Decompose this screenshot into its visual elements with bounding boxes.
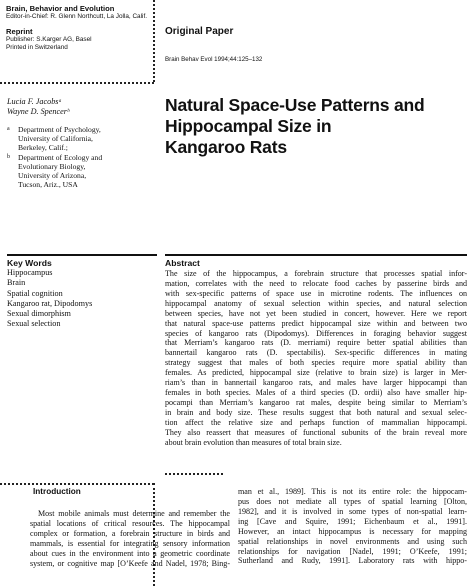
intro-line: spatial locations of critical resources. The hippocampal bbox=[30, 518, 230, 528]
abstract-line: females in both species. Males of a third species (D. ordii) also have smaller hip- bbox=[165, 388, 467, 398]
keyword-item: Sexual dimorphism bbox=[7, 309, 71, 319]
intro-line: However, an intact hippocampus is necessary for mapping bbox=[238, 526, 467, 536]
abstract-line: that Merriam’s kangaroo rats (D. merriami) require better spatial abilities than bbox=[165, 338, 467, 348]
intro-line: Most mobile animals must determine and remember the bbox=[38, 509, 230, 518]
keyword-item: Sexual selection bbox=[7, 319, 61, 329]
intro-line: complex or formation, a forebrain structure in birds and bbox=[30, 528, 230, 538]
affiliation-line: University of California, bbox=[18, 134, 93, 144]
abstract-line: hippocampal anatomy of sexual selection within species, and natural selection bbox=[165, 298, 467, 308]
keywords-heading: Key Words bbox=[7, 258, 52, 268]
intro-line: system, or cognitive map [O’Keefe and Nadel, 1978; Bing- bbox=[30, 558, 230, 568]
abstract-line: riam’s than in bannertail kangaroo rats, and males have larger hippocampi than bbox=[165, 378, 467, 388]
intro-line: pus does not mediate all types of spatial learning [Olton, bbox=[238, 496, 467, 506]
affiliation-line: Tucson, Ariz., USA bbox=[18, 180, 78, 190]
abstract-line: females. As predicted, hippocampal size (relative to brain size) is larger in Mer- bbox=[165, 368, 467, 378]
intro-heading: Introduction bbox=[33, 487, 81, 496]
paper-type: Original Paper bbox=[165, 26, 234, 37]
abstract-line: They also reassert that measures of functional subunits of the brain reveal more bbox=[165, 427, 467, 437]
intro-line: 1982], and it is involved in some types of non-spatial learn- bbox=[238, 506, 467, 516]
abstract-line: in brain and body size. These results suggest that both natural and sexual selec- bbox=[165, 407, 467, 417]
abstract-line: mation, correlates with the need to relocate food caches by passerine birds and bbox=[165, 278, 467, 288]
separator-dotted-abstract-end bbox=[165, 473, 223, 475]
title-line: Natural Space-Use Patterns and bbox=[165, 95, 425, 115]
intro-line: spatial relationships in novel environments and using such bbox=[238, 536, 467, 546]
keyword-item: Brain bbox=[7, 278, 26, 288]
intro-line: man et al., 1989]. This is not its entire role: the hippocam- bbox=[238, 487, 467, 496]
title-line: Hippocampal Size in bbox=[165, 116, 332, 136]
abstract-line: tion affect the relative size and perhaps function of mammalian hippocampi. bbox=[165, 417, 467, 427]
author-name: Wayne D. Spencerᵇ bbox=[7, 107, 70, 116]
journal-editor: Editor-in-Chief: R. Glenn Northcutt, La Jolla, Calif. bbox=[6, 13, 148, 20]
intro-line: ing [Cave and Squire, 1991; Eichenbaum et al., 1991]. bbox=[238, 516, 467, 526]
abstract-line: The size of the hippocampus, a forebrain structure that processes spatial infor- bbox=[165, 269, 467, 278]
intro-line: mammals, is essential for integrating sensory information bbox=[30, 538, 230, 548]
abstract-line: bannertail kangaroo rats (D. spectabilis). Sex-specific differences in mating bbox=[165, 348, 467, 358]
keywords-rule bbox=[7, 254, 157, 256]
abstract-heading: Abstract bbox=[165, 258, 200, 268]
reprint-label: Reprint bbox=[6, 27, 33, 37]
intro-right-column bbox=[238, 487, 467, 566]
abstract-body bbox=[165, 269, 467, 448]
journal-header bbox=[6, 4, 156, 53]
keywords-list bbox=[7, 268, 92, 330]
citation: Brain Behav Evol 1994;44:125–132 bbox=[165, 56, 263, 63]
affiliation-line: Evolutionary Biology, bbox=[18, 161, 86, 171]
abstract-line: that natural space-use patterns predict hippocampal size within and between two bbox=[165, 318, 467, 328]
affiliation-line: Department of Ecology and bbox=[18, 152, 103, 162]
affiliation-marker: b bbox=[7, 153, 10, 160]
abstract-line: strategy suggest that males of both species require more spatial ability than bbox=[165, 358, 467, 368]
affiliation-line: Department of Psychology, bbox=[18, 125, 101, 134]
intro-left-column bbox=[30, 509, 230, 569]
affiliations bbox=[7, 125, 157, 189]
separator-dotted-intro bbox=[0, 483, 154, 485]
abstract-line: species of kangaroo rats (Dipodomys). Differences in foraging behavior suggest bbox=[165, 328, 467, 338]
affiliation-marker: a bbox=[7, 126, 10, 132]
title-line: Kangaroo Rats bbox=[165, 137, 287, 157]
intro-line: relationships for navigation [Nadel, 1991; O’Keefe, 1991; bbox=[238, 546, 467, 556]
paper-title bbox=[165, 95, 465, 158]
abstract-rule bbox=[165, 254, 467, 256]
keyword-item: Hippocampus bbox=[7, 268, 53, 277]
abstract-line: between species, have not yet been studied in concert, however. Here we report bbox=[165, 308, 467, 318]
publisher-line: Publisher: S.Karger AG, Basel bbox=[6, 36, 92, 44]
intro-line: about cues in the environment into a geometric coordinate bbox=[30, 548, 230, 558]
abstract-line: pocampi than Merriam’s kangaroo rat males, despite being similar to Merriam’s bbox=[165, 397, 467, 407]
keyword-item: Kangaroo rat, Dipodomys bbox=[7, 298, 93, 308]
abstract-line: with sex-specific patterns of space use in microtine rodents. The influences on bbox=[165, 288, 467, 298]
intro-line: Sutherland and Rudy, 1991]. Laboratory rats with hippo- bbox=[238, 556, 467, 566]
abstract-line: about brain evolution than measures of total brain size. bbox=[165, 437, 342, 447]
affiliation bbox=[7, 153, 157, 190]
affiliation-line: University of Arizona, bbox=[18, 171, 87, 181]
separator-dotted-top bbox=[0, 82, 154, 84]
printed-line: Printed in Switzerland bbox=[6, 44, 68, 52]
keyword-item: Spatial cognition bbox=[7, 288, 63, 298]
affiliation bbox=[7, 125, 157, 153]
journal-title: Brain, Behavior and Evolution bbox=[6, 4, 115, 13]
affiliation-line: Berkeley, Calif.; bbox=[18, 143, 68, 153]
author-name: Lucia F. Jacobsᵃ bbox=[7, 97, 62, 106]
authors bbox=[7, 97, 69, 117]
